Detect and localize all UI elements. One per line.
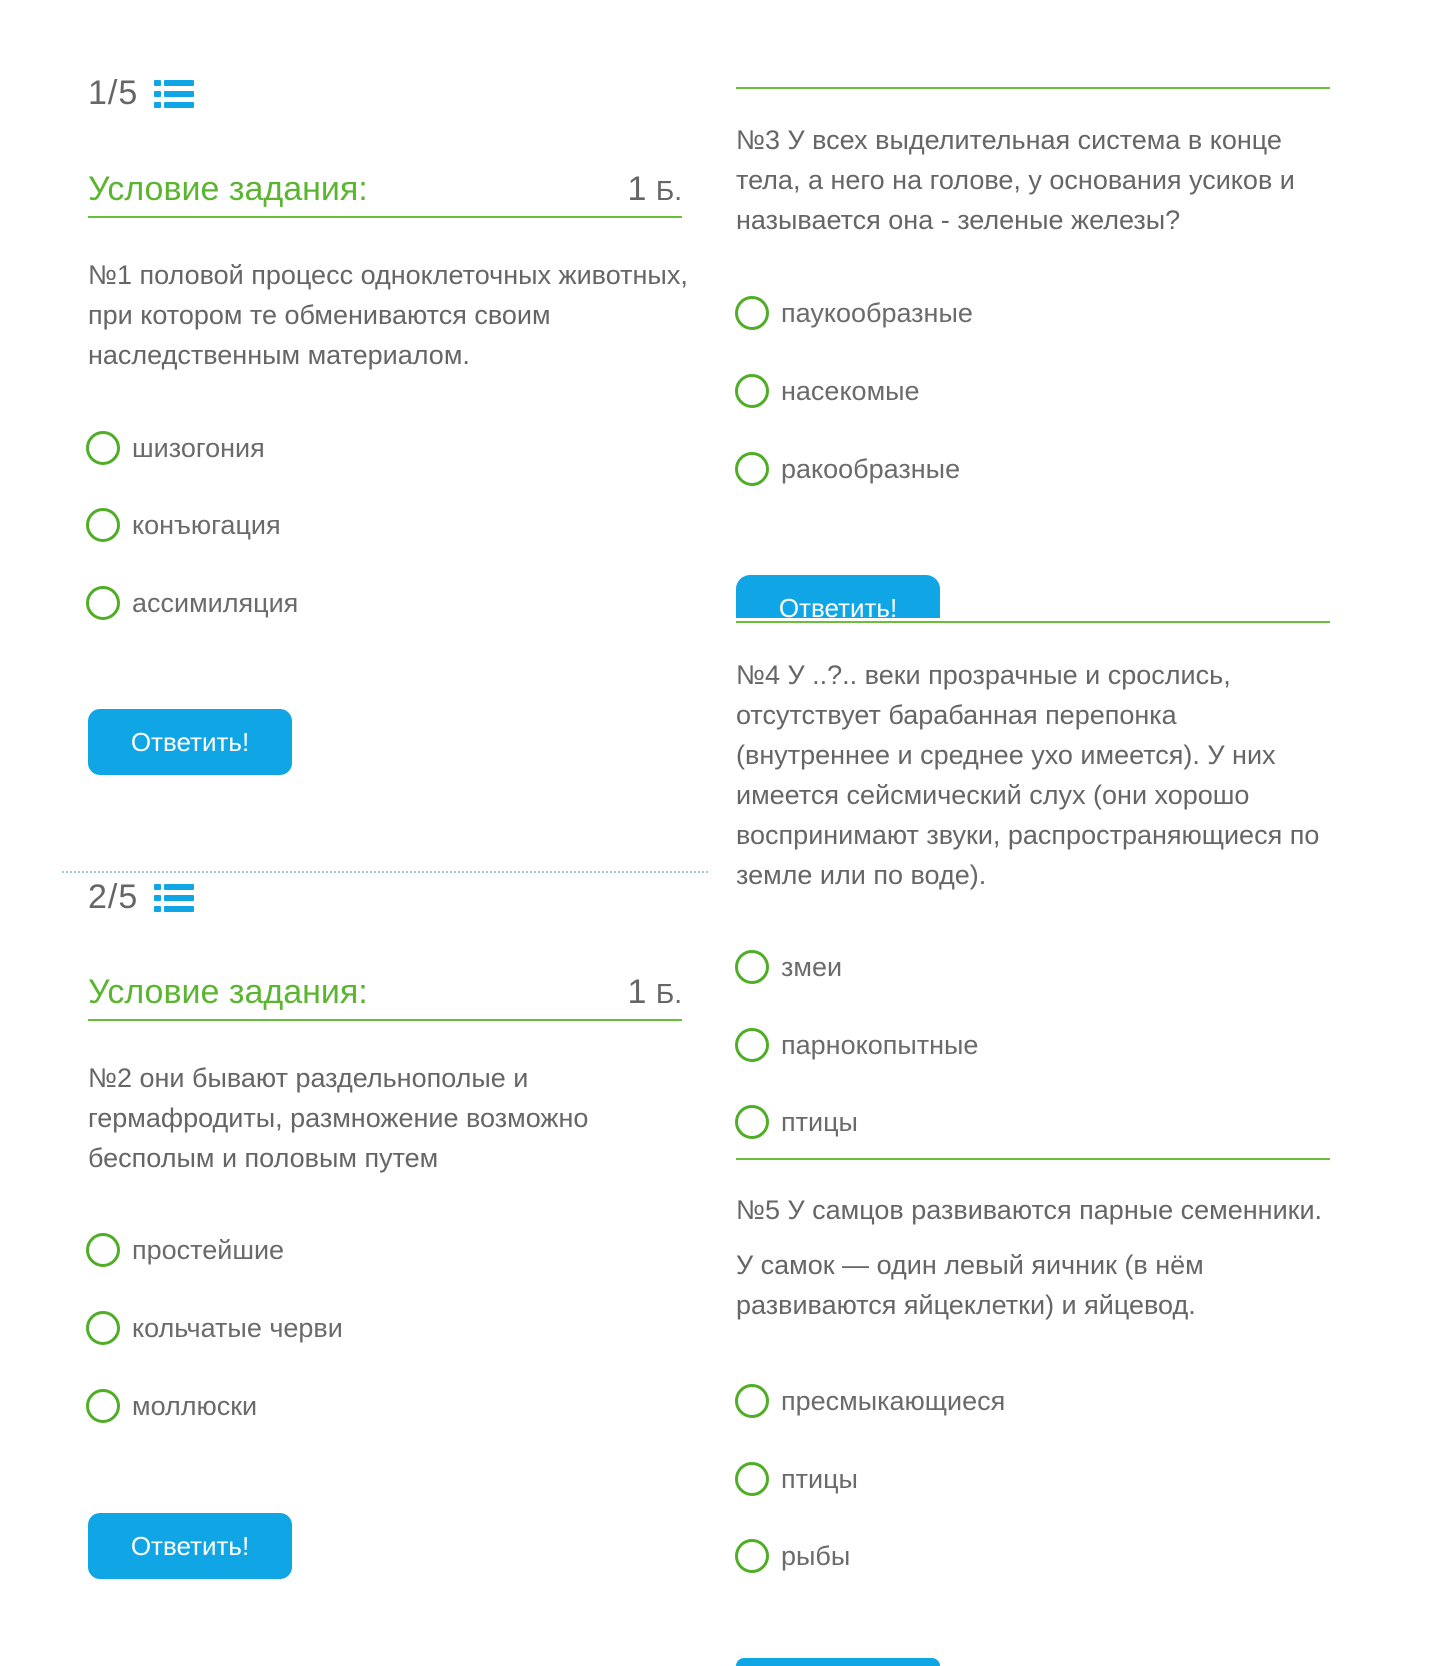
question-text-1: №1 половой процесс одноклеточных животных, при котором те обмениваются своим наследственным материалом. — [88, 260, 688, 370]
answer-option[interactable] — [735, 1025, 978, 1065]
section-divider — [736, 621, 1330, 623]
answer-option[interactable] — [86, 1308, 343, 1348]
answer-option[interactable] — [86, 583, 298, 623]
points-unit: Б. — [655, 175, 682, 206]
answer-button[interactable] — [736, 1658, 940, 1666]
question-text-2: №2 они бывают раздельнополые и гермафродиты, размножение возможно бесполым и половым путем — [88, 1063, 589, 1173]
answer-button[interactable]: Ответить! — [736, 575, 940, 618]
option-label: моллюски — [132, 1390, 258, 1421]
radio-icon[interactable] — [735, 374, 769, 408]
list-icon[interactable] — [154, 884, 194, 912]
option-label: насекомые — [781, 375, 920, 406]
answer-option[interactable] — [735, 1102, 858, 1142]
radio-icon[interactable] — [735, 296, 769, 330]
answer-option[interactable] — [86, 1386, 257, 1426]
list-icon[interactable] — [154, 80, 194, 108]
points-value: 1 — [627, 170, 647, 208]
radio-icon[interactable] — [86, 1233, 120, 1267]
points-badge — [627, 170, 682, 209]
condition-title: Условие задания: — [88, 973, 368, 1011]
task-counter-1 — [88, 74, 194, 113]
radio-icon[interactable] — [735, 1384, 769, 1418]
points-badge — [627, 973, 682, 1012]
radio-icon[interactable] — [86, 1389, 120, 1423]
section-divider — [736, 1158, 1330, 1160]
radio-icon[interactable] — [735, 1105, 769, 1139]
question-text-3: №3 У всех выделительная система в конце тела, а него на голове, у основания усиков и называется она - зеленые железы? — [736, 125, 1295, 235]
answer-option[interactable] — [735, 449, 960, 489]
option-label: пресмыкающиеся — [781, 1385, 1006, 1416]
radio-icon[interactable] — [735, 452, 769, 486]
option-label: шизогония — [132, 432, 265, 463]
radio-icon[interactable] — [86, 508, 120, 542]
option-label: простейшие — [132, 1234, 285, 1265]
question-text-5-continued: У самок — один левый яичник (в нём развиваются яйцеклетки) и яйцевод. — [736, 1250, 1204, 1320]
option-label: парнокопытные — [781, 1029, 979, 1060]
section-divider — [736, 87, 1330, 89]
condition-header-2 — [88, 973, 682, 1021]
answer-option[interactable] — [735, 1536, 850, 1576]
radio-icon[interactable] — [86, 1311, 120, 1345]
question-text-5: №5 У самцов развиваются парные семенники. — [736, 1195, 1323, 1225]
answer-option[interactable] — [86, 428, 265, 468]
answer-option[interactable] — [735, 371, 920, 411]
option-label: птицы — [781, 1106, 858, 1137]
condition-header-1 — [88, 170, 682, 218]
points-unit: Б. — [655, 978, 682, 1009]
answer-option[interactable] — [735, 1459, 858, 1499]
answer-button[interactable]: Ответить! — [88, 1513, 292, 1579]
task-counter-text: 2/5 — [88, 878, 139, 916]
option-label: конъюгация — [132, 509, 281, 540]
option-label: птицы — [781, 1463, 858, 1494]
task-counter-text: 1/5 — [88, 74, 139, 112]
condition-title: Условие задания: — [88, 170, 368, 208]
option-label: ассимиляция — [132, 587, 299, 618]
option-label: паукообразные — [781, 297, 973, 328]
task-counter-2 — [88, 878, 194, 917]
answer-option[interactable] — [735, 1381, 1005, 1421]
points-value: 1 — [627, 973, 647, 1011]
radio-icon[interactable] — [86, 431, 120, 465]
answer-option[interactable] — [735, 293, 973, 333]
radio-icon[interactable] — [735, 1539, 769, 1573]
option-label: рыбы — [781, 1540, 851, 1571]
answer-option[interactable] — [86, 505, 281, 545]
radio-icon[interactable] — [86, 586, 120, 620]
radio-icon[interactable] — [735, 950, 769, 984]
option-label: кольчатые черви — [132, 1312, 343, 1343]
answer-button[interactable]: Ответить! — [88, 709, 292, 775]
radio-icon[interactable] — [735, 1462, 769, 1496]
question-text-4: №4 У ..?.. веки прозрачные и срослись, отсутствует барабанная перепонка (внутреннее и среднее ухо имеется). У них имеется сейсмический слух (они хорошо воспринимают звуки, распространяющиеся по земле или по воде). — [736, 660, 1320, 890]
option-label: ракообразные — [781, 453, 961, 484]
radio-icon[interactable] — [735, 1028, 769, 1062]
answer-option[interactable] — [86, 1230, 284, 1270]
section-divider — [62, 871, 708, 873]
option-label: змеи — [781, 951, 843, 982]
answer-option[interactable] — [735, 947, 842, 987]
